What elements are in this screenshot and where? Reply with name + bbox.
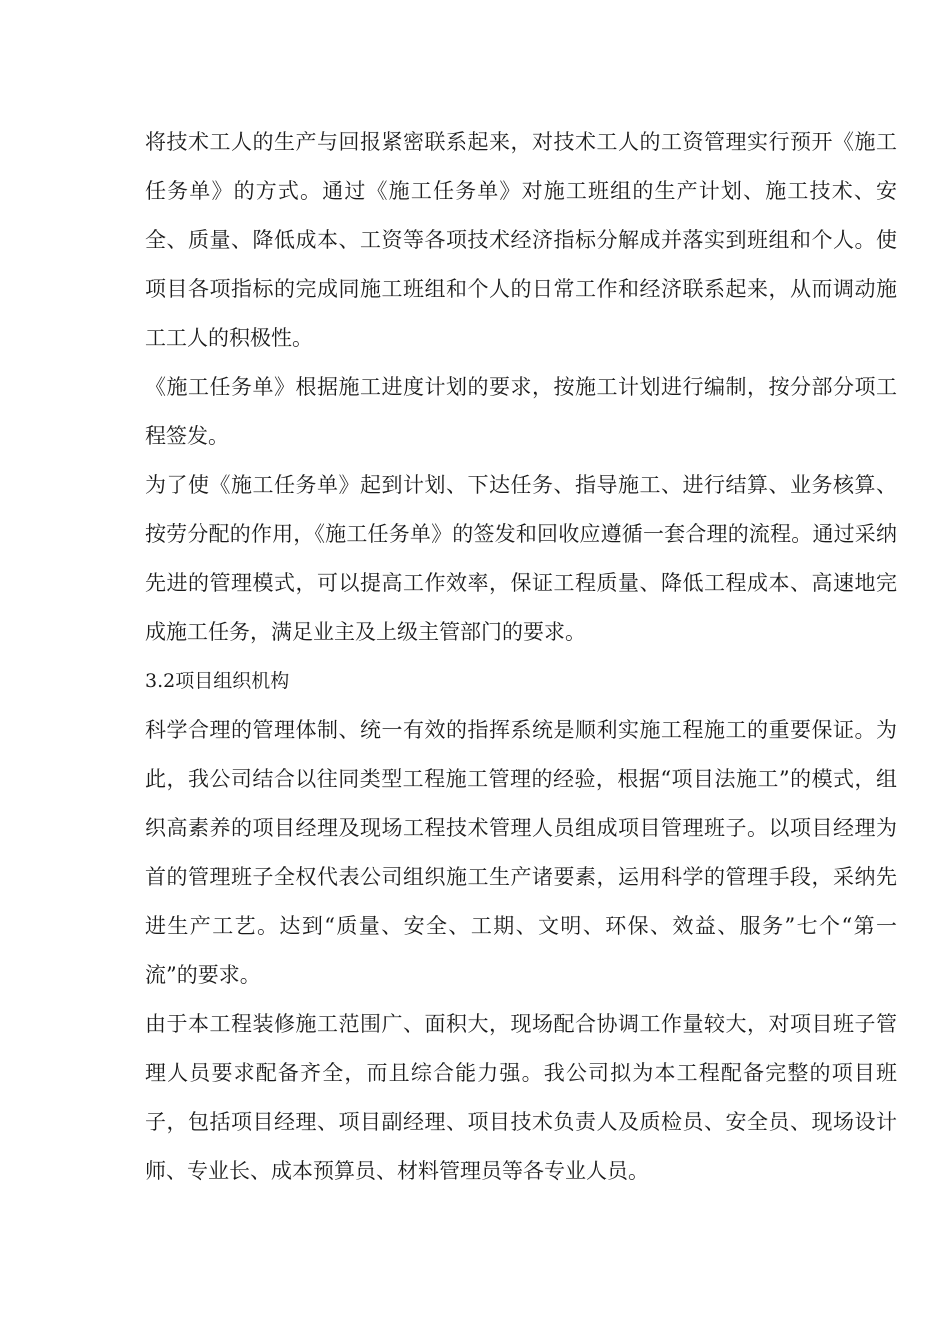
section-heading: 3.2项目组织机构 [145,670,290,692]
paragraph-task-sheet-process: 为了使《施工任务单》起到计划、下达任务、指导施工、进行结算、业务核算、按劳分配的作用，《施工任务单》的签发和回收应遵循一套合理的流程。通过采纳先进的管理模式，可以提高工作效率，保证工程质量、降低工程成本、高速地完成施工任务，满足业主及上级主管部门的要求。 [145,473,897,644]
document-body [145,118,897,1196]
paragraph-task-sheet-intro: 将技术工人的生产与回报紧密联系起来，对技术工人的工资管理实行预开《施工任务单》的方式。通过《施工任务单》对施工班组的生产计划、施工技术、安全、质量、降低成本、工资等各项技术经济指标分解成并落实到班组和个人。使项目各项指标的完成同施工班组和个人的日常工作和经济联系起来，从而调动施工工人的积极性。 [145,130,897,350]
paragraph-management-system: 科学合理的管理体制、统一有效的指挥系统是顺利实施工程施工的重要保证。为此，我公司结合以往同类型工程施工管理的经验，根据“项目法施工”的模式，组织高素养的项目经理及现场工程技术管理人员组成项目管理班子。以项目经理为首的管理班子全权代表公司组织施工生产诸要素，运用科学的管理手段，采纳先进生产工艺。达到“质量、安全、工期、文明、环保、效益、服务”七个“第一流”的要求。 [145,718,897,987]
paragraph-task-sheet-issue: 《施工任务单》根据施工进度计划的要求，按施工计划进行编制，按分部分项工程签发。 [145,375,897,448]
paragraph-project-team: 由于本工程装修施工范围广、面积大，现场配合协调工作量较大，对项目班子管理人员要求配备齐全，而且综合能力强。我公司拟为本工程配备完整的项目班子，包括项目经理、项目副经理、项目技术负责人及质检员、安全员、现场设计师、专业长、成本预算员、材料管理员等各专业人员。 [145,1012,897,1183]
